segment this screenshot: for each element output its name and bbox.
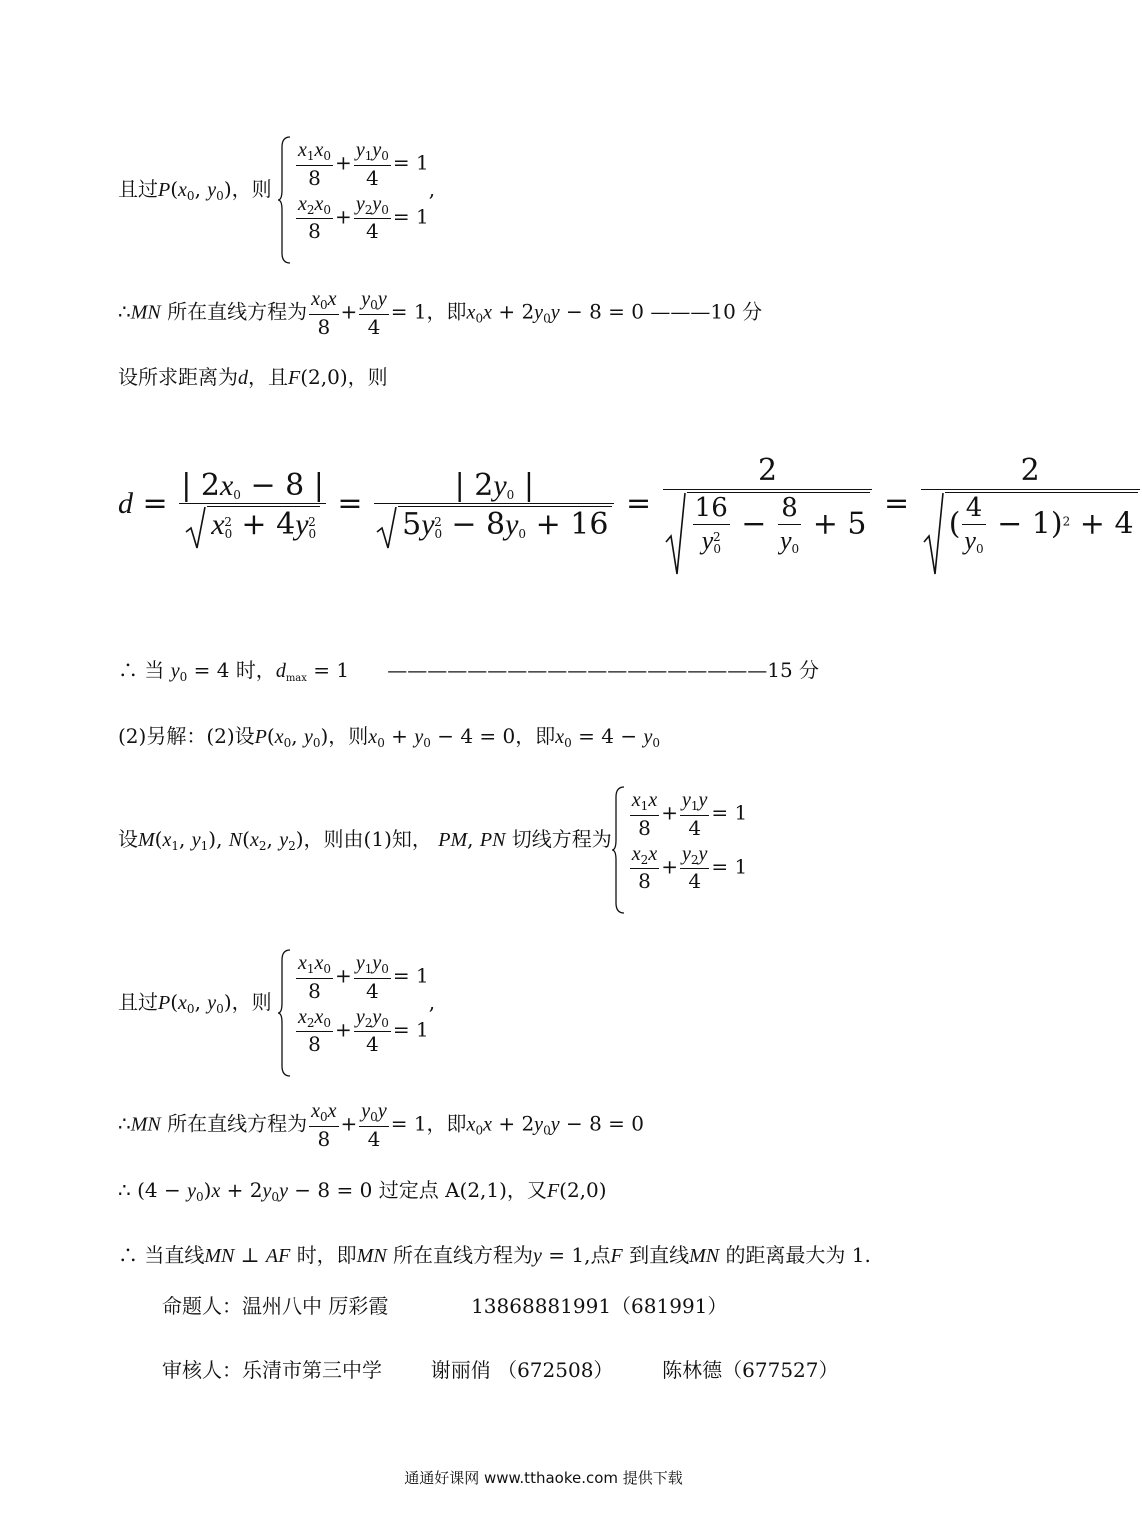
text: ，则: [231, 990, 272, 1015]
equation-system: $\frac{x_1x}{8}$ + $\frac{y_1y}{4}$ = 1 $\frac{x_2x}{8}$ + $\frac{y_2y}{4}$ = 1: [612, 785, 747, 896]
author-credit: [162, 1296, 727, 1316]
mn-equation-line-2: ∴MN 所在直线方程为 $\frac{x_0x}{8}$ + $\frac{y_0y}{4}$ = 1，即$x_0x + 2y_0y - 8 = 0$: [118, 1100, 644, 1151]
text: 所在直线方程为: [393, 1243, 534, 1267]
text: ∴: [118, 1178, 131, 1202]
text: 所在直线方程为: [167, 299, 308, 324]
fixed-point-line: ∴ $(4 - y_0)x + 2y_0y - 8 = 0$ 过定点 A(2,1)，又F(2,0): [118, 1178, 607, 1204]
condition-line-1: 且过$P(x_0$, $y_0$)，则 $\frac{x_1x_0}{8}$ + $\frac{y_1y_0}{4}$ = 1 $\frac{x_2x_0}{8}$ + $\frac{y_2y_0}{4}$ = 1 ,: [118, 135, 435, 246]
alt-solution-line: (2)另解：(2)设$P(x_0$, $y_0$)，则$x_0 + y_0 - 4 = 0$，即$x_0 = 4 - y_0$: [118, 724, 660, 750]
text: 过定点 A(2,1)，又: [378, 1178, 547, 1202]
text: ，则由(1)知，: [303, 827, 432, 852]
text: 设: [118, 827, 138, 852]
text: 的距离最大为 1.: [725, 1243, 871, 1267]
conclusion-line: ∴ 当直线MN ⊥ AF 时，即MN 所在直线方程为y = 1,点F 到直线MN 的距离最大为 1.: [118, 1243, 871, 1267]
condition-line-2: 且过$P(x_0$, $y_0$)，则 $\frac{x_1x_0}{8}$ + $\frac{y_1y_0}{4}$ = 1 $\frac{x_2x_0}{8}$ + $\frac{y_2y_0}{4}$ = 1 ,: [118, 948, 435, 1059]
text: 且过: [118, 177, 158, 202]
author-label: 命题人：: [162, 1294, 242, 1318]
text: ，则: [347, 365, 388, 389]
text: ∴ 当: [118, 658, 165, 682]
text: 到直线: [629, 1243, 690, 1267]
score-mark: ———————————————————15 分: [387, 658, 820, 682]
text: ，则: [328, 724, 369, 748]
reviewer-credit: [162, 1360, 839, 1380]
distance-setup-line: 设所求距离为d，且F(2,0)，则: [118, 365, 388, 389]
reviewer-label: 审核人：: [162, 1358, 242, 1382]
reviewer-2: 陈林德（677527）: [662, 1358, 839, 1382]
text: ，则: [231, 177, 272, 202]
text: ，即: [426, 1111, 467, 1136]
text: (2)另解：(2)设: [118, 724, 255, 748]
reviewer-school: 乐清市第三中学: [242, 1358, 382, 1382]
tangent-line: 设$M(x_1$, $y_1$), $N(x_2$, $y_2$)，则由(1)知， PM, PN 切线方程为 $\frac{x_1x}{8}$ + $\frac{y_1y}{4}$ = 1 $\frac{x_2x}{8}$ + $\frac{y_2y}{4}$ = 1: [118, 785, 747, 896]
text: 设所求距离为: [118, 365, 238, 389]
mn-equation-line: ∴MN 所在直线方程为 $\frac{x_0x}{8}$ + $\frac{y_0y}{4}$ = 1，即$x_0x + 2y_0y - 8 = 0$ ———10 分: [118, 288, 763, 339]
text: ∴: [118, 1111, 131, 1136]
author-name: 温州八中 厉彩霞: [242, 1294, 389, 1318]
text: ，即: [515, 724, 556, 748]
text: 切线方程为: [511, 827, 612, 852]
text: ∴ 当直线: [118, 1243, 205, 1267]
text: ，且: [248, 365, 288, 389]
page-footer: 通通好课网 www.tthaoke.com 提供下载: [404, 1469, 683, 1487]
text: ∴: [118, 299, 131, 324]
distance-formula: d = $\frac{| 2x_0 - 8 |}{x_0^2 + 4y_0^2}$ = $\frac{| 2y_0 |}{5y_0^2 - 8y_0 + 16}$ = 2 $\frac{16}{y_0^2}$ − $\frac{8}{y_0}$ + 5 = 2 ( $\frac{4}{y_0}$ − 1)$^2$ + 4: [118, 455, 1142, 555]
equation-system: $\frac{x_1x_0}{8}$ + $\frac{y_1y_0}{4}$ = 1 $\frac{x_2x_0}{8}$ + $\frac{y_2y_0}{4}$ = 1: [278, 948, 429, 1059]
reviewer-1: 谢丽俏 （672508）: [430, 1358, 614, 1382]
author-phone: 13868881991（681991）: [471, 1294, 728, 1318]
text: 且过: [118, 990, 158, 1015]
text: ,点: [584, 1243, 611, 1267]
text: 时，: [235, 658, 276, 682]
text: ，即: [426, 299, 467, 324]
score-mark: ———10 分: [650, 299, 763, 324]
text: 所在直线方程为: [167, 1111, 308, 1136]
equation-system: $\frac{x_1x_0}{8}$ + $\frac{y_1y_0}{4}$ = 1 $\frac{x_2x_0}{8}$ + $\frac{y_2y_0}{4}$ = 1: [278, 135, 429, 246]
max-line: ∴ 当 $y_0 = 4$ 时，$d_{max} = 1$ ———————————————————15 分: [118, 658, 820, 684]
text: 时，即: [296, 1243, 357, 1267]
